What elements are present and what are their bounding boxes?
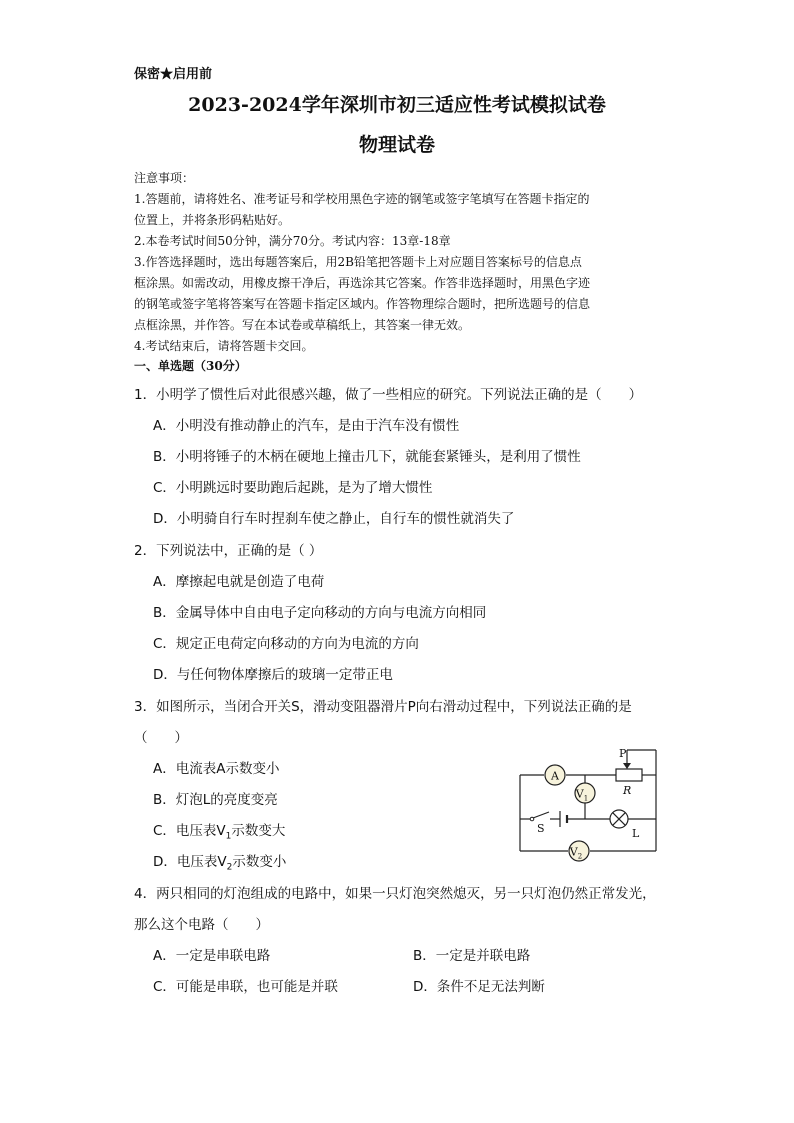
exam-title: 2023-2024学年深圳市初三适应性考试模拟试卷 xyxy=(188,94,606,116)
switch-s-blade xyxy=(533,812,549,818)
notes-line: 4.考试结束后，请将答题卡交回。 xyxy=(134,339,314,353)
switch-label: S xyxy=(537,822,545,835)
voltmeter-v2-label: $V_2$ xyxy=(569,845,583,861)
question-3-option-d: D．电压表$V_2$示数变小 xyxy=(153,854,287,873)
question-1-stem: 1．小明学了惯性后对此很感兴趣，做了一些相应的研究。下列说法正确的是（ ） xyxy=(134,387,643,403)
exam-subtitle: 物理试卷 xyxy=(358,134,435,156)
question-2-option-b: B．金属导体中自由电子定向移动的方向与电流方向相同 xyxy=(153,605,487,621)
question-3-option-c: C．电压表$V_1$示数变大 xyxy=(153,823,286,842)
question-4-stem-cont: 那么这个电路（ ） xyxy=(134,917,269,933)
question-4-option-d: D．条件不足无法判断 xyxy=(413,979,545,995)
question-1-option-a: A．小明没有推动静止的汽车，是由于汽车没有惯性 xyxy=(153,418,460,434)
notes-line: 2.本卷考试时间50分钟，满分70分。考试内容：13章-18章 xyxy=(134,234,451,248)
resistor-label: R xyxy=(623,784,632,797)
question-3-stem: 3．如图所示，当闭合开关S，滑动变阻器滑片P向右滑动过程中，下列说法正确的是 xyxy=(134,699,632,715)
question-4-option-b: B．一定是并联电路 xyxy=(413,948,531,964)
question-4-stem: 4．两只相同的灯泡组成的电路中，如果一只灯泡突然熄灭，另一只灯泡仍然正常发光， xyxy=(134,886,656,902)
question-1-option-c: C．小明跳远时要助跑后起跳，是为了增大惯性 xyxy=(153,480,433,496)
question-2-option-d: D．与任何物体摩擦后的玻璃一定带正电 xyxy=(153,667,393,683)
question-3-option-b: B．灯泡L的亮度变亮 xyxy=(153,792,278,808)
question-4-option-a: A．一定是串联电路 xyxy=(153,948,271,964)
notes-line: 位置上，并将条形码粘贴好。 xyxy=(134,213,291,227)
question-3-stem-cont: （ ） xyxy=(134,730,188,746)
notes-line: 点框涂黑，并作答。写在本试卷或草稿纸上，其答案一律无效。 xyxy=(134,318,471,332)
confidential-label: 保密★启用前 xyxy=(134,67,213,82)
question-2-option-c: C．规定正电荷定向移动的方向为电流的方向 xyxy=(153,636,419,652)
ammeter-label: A xyxy=(551,769,559,783)
question-1-option-b: B．小明将锤子的木柄在硬地上撞击几下，就能套紧锤头，是利用了惯性 xyxy=(153,449,581,465)
question-2-stem: 2．下列说法中，正确的是（ ） xyxy=(134,543,323,559)
section-title: 一、单选题（30分） xyxy=(134,359,247,373)
notes-line: 的钢笔或签字笔将答案写在答题卡指定区域内。作答物理综合题时，把所选题号的信息 xyxy=(134,297,591,311)
notes-line: 3.作答选择题时，选出每题答案后，用2B铅笔把答题卡上对应题目答案标号的信息点 xyxy=(134,255,582,269)
circuit-diagram xyxy=(510,746,660,866)
question-3-option-a: A．电流表A示数变小 xyxy=(153,761,280,777)
notes-heading: 注意事项： xyxy=(134,171,195,185)
question-4-option-c: C．可能是串联，也可能是并联 xyxy=(153,979,338,995)
resistor-r xyxy=(616,769,642,781)
lamp-label: L xyxy=(632,827,640,840)
notes-line: 框涂黑。如需改动，用橡皮擦干净后，再选涂其它答案。作答非选择题时，用黑色字迹 xyxy=(134,276,591,290)
notes-line: 1.答题前，请将姓名、准考证号和学校用黑色字迹的钢笔或签字笔填写在答题卡指定的 xyxy=(134,192,590,206)
slider-arrow-icon xyxy=(623,763,631,769)
voltmeter-v1-label: $V_1$ xyxy=(575,787,589,803)
notes-block xyxy=(134,168,674,357)
slider-label: P xyxy=(619,747,627,760)
question-2-option-a: A．摩擦起电就是创造了电荷 xyxy=(153,574,325,590)
question-1-option-d: D．小明骑自行车时捏刹车使之静止，自行车的惯性就消失了 xyxy=(153,511,515,527)
